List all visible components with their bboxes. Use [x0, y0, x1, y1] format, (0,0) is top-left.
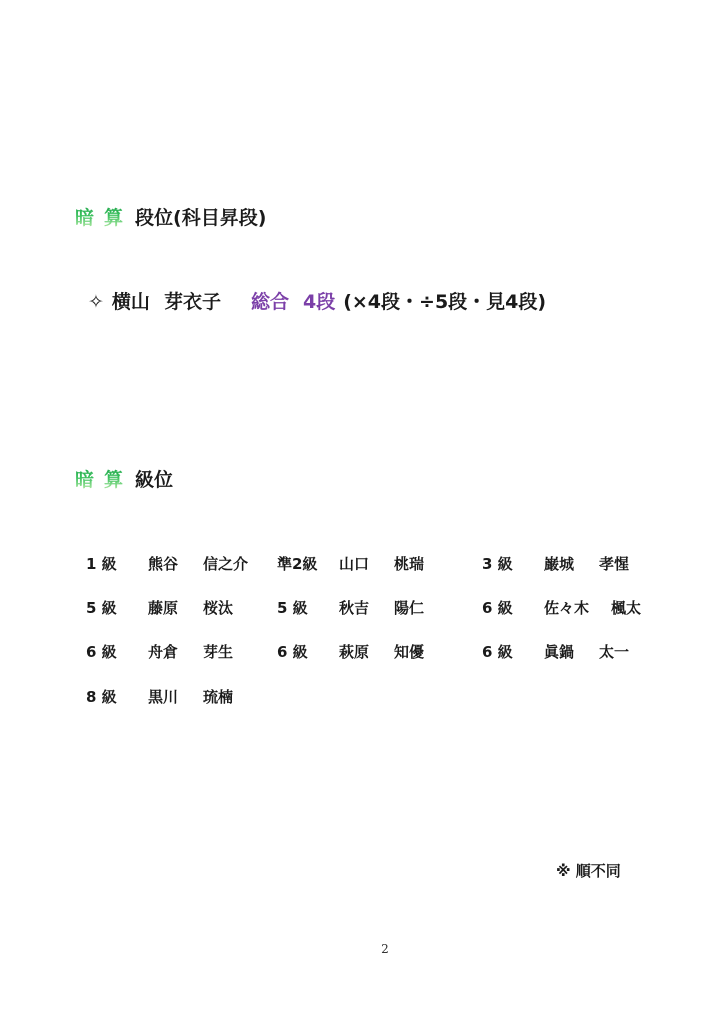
anzan-label — [75, 465, 123, 492]
kyu-row — [0, 641, 720, 665]
kyu-surname: 熊谷 — [148, 555, 179, 573]
anzan-char-1: 暗 — [75, 465, 94, 492]
kyu-surname: 萩原 — [339, 643, 370, 661]
kyu-surname: 舟倉 — [148, 643, 179, 661]
kyu-row — [0, 597, 720, 621]
kyu-grade: 準2級 — [277, 555, 318, 573]
kyu-given-name: 孝惺 — [599, 555, 630, 573]
dan-section-heading — [75, 203, 266, 230]
page-number: 2 — [381, 942, 389, 956]
dan-entry-surname: 横山 — [111, 291, 150, 313]
dan-entry-detail: (×4段・÷5段・見4段) — [343, 291, 547, 313]
order-note: ※ 順不同 — [556, 862, 621, 880]
kyu-surname: 黒川 — [148, 688, 179, 706]
kyu-grade: 8 級 — [86, 688, 117, 706]
kyu-grade: 1 級 — [86, 555, 117, 573]
anzan-char-1: 暗 — [75, 203, 94, 230]
kyu-given-name: 陽仁 — [394, 599, 425, 617]
dan-entry-given-name: 芽衣子 — [163, 291, 221, 313]
kyu-heading-text: 級位 — [135, 469, 174, 491]
kyu-surname: 佐々木 — [544, 599, 590, 617]
kyu-grade: 5 級 — [277, 599, 308, 617]
dan-heading-text: 段位(科目昇段) — [135, 207, 267, 229]
kyu-row — [0, 686, 720, 710]
anzan-label — [75, 203, 123, 230]
kyu-grade: 6 級 — [277, 643, 308, 661]
anzan-char-2: 算 — [104, 465, 123, 492]
kyu-surname: 眞鍋 — [544, 643, 575, 661]
kyu-given-name: 桃瑞 — [394, 555, 425, 573]
kyu-surname: 山口 — [339, 555, 370, 573]
kyu-section-heading — [75, 465, 173, 492]
kyu-given-name: 桜汰 — [203, 599, 234, 617]
kyu-grade: 6 級 — [482, 643, 513, 661]
kyu-given-name: 琉楠 — [203, 688, 234, 706]
kyu-surname: 秋吉 — [339, 599, 370, 617]
kyu-surname: 藤原 — [148, 599, 179, 617]
dan-entry-total-label: 総合 — [250, 291, 289, 313]
kyu-given-name: 芽生 — [203, 643, 234, 661]
kyu-grade: 5 級 — [86, 599, 117, 617]
dan-entry-total-rank: 4段 — [302, 291, 336, 313]
kyu-surname: 巌城 — [544, 555, 575, 573]
anzan-char-2: 算 — [104, 203, 123, 230]
kyu-given-name: 信之介 — [203, 555, 249, 573]
dan-entry — [88, 287, 546, 314]
kyu-given-name: 知優 — [394, 643, 425, 661]
kyu-given-name: 太一 — [599, 643, 630, 661]
sparkle-icon: ✧ — [88, 291, 104, 313]
kyu-grade: 6 級 — [482, 599, 513, 617]
kyu-given-name: 楓太 — [611, 599, 642, 617]
kyu-grade: 3 級 — [482, 555, 513, 573]
kyu-row — [0, 553, 720, 577]
kyu-grade: 6 級 — [86, 643, 117, 661]
